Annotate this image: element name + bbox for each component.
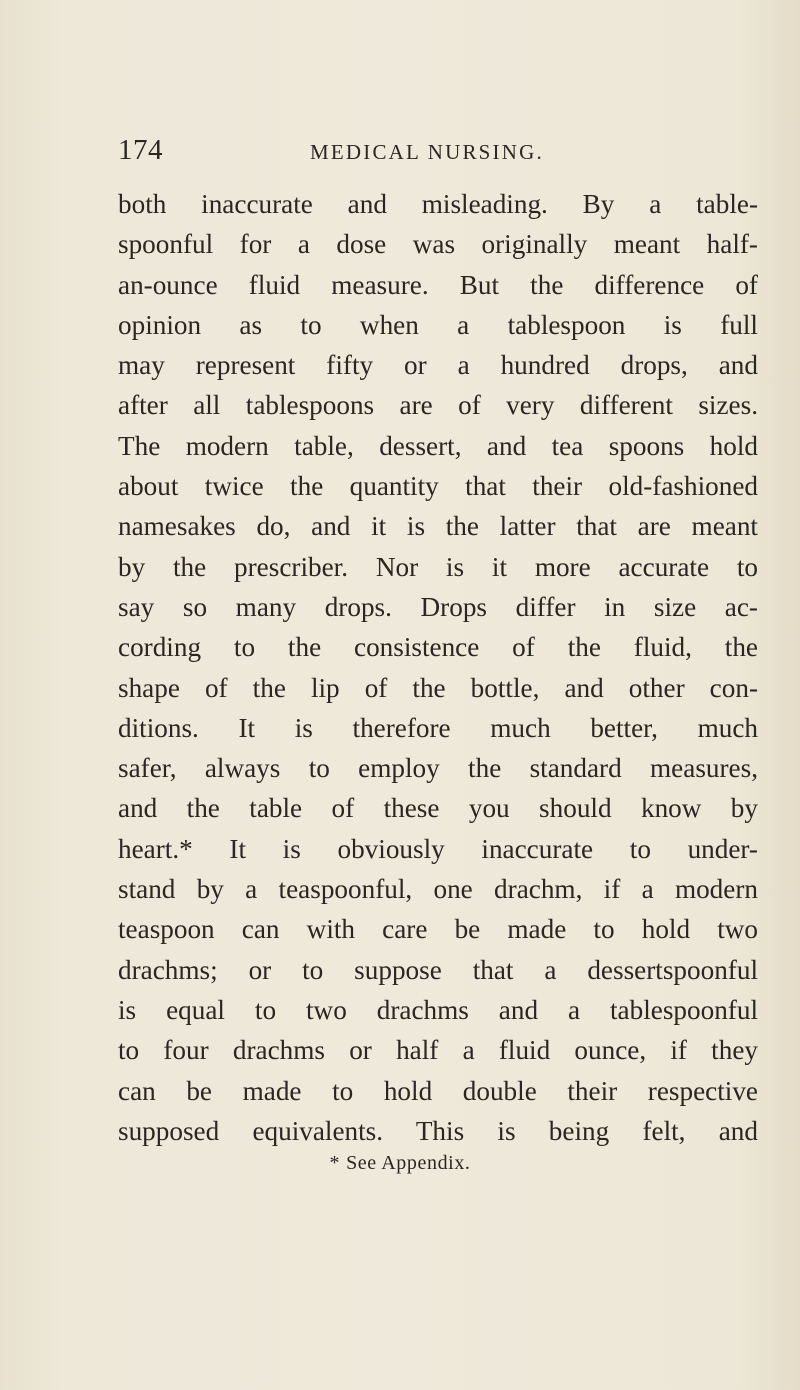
footnote-text: See Appendix. <box>346 1152 471 1174</box>
text-line: The modern table, dessert, and tea spoons hold <box>118 430 758 461</box>
text-line: heart.* It is obviously inaccurate to under- <box>118 833 758 864</box>
text-line: about twice the quantity that their old-fashioned <box>118 471 758 502</box>
text-line: may represent fifty or a hundred drops, and <box>118 350 758 381</box>
footnote <box>0 1152 800 1175</box>
text-line: say so many drops. Drops differ in size ac- <box>118 591 758 622</box>
text-line: opinion as to when a tablespoon is full <box>118 309 758 340</box>
text-line: shape of the lip of the bottle, and other con- <box>118 672 758 703</box>
text-line: ditions. It is therefore much better, much <box>118 712 758 743</box>
text-line: spoonful for a dose was originally meant half- <box>118 229 758 260</box>
text-line: to four drachms or half a fluid ounce, if they <box>118 1035 758 1066</box>
text-line: supposed equivalents. This is being felt, and <box>118 1115 758 1146</box>
text-line: stand by a teaspoonful, one drachm, if a modern <box>118 874 758 905</box>
running-head: MEDICAL NURSING. <box>310 140 544 164</box>
text-line: and the table of these you should know by <box>118 793 758 824</box>
text-line: after all tablespoons are of very different sizes. <box>118 390 758 421</box>
text-line: an-ounce fluid measure. But the difference of <box>118 269 758 300</box>
text-line: teaspoon can with care be made to hold two <box>118 914 758 945</box>
text-line: cording to the consistence of the fluid, the <box>118 632 758 663</box>
page-number: 174 <box>118 134 163 166</box>
body-text <box>118 184 758 1151</box>
text-line: namesakes do, and it is the latter that are meant <box>118 511 758 542</box>
text-line: drachms; or to suppose that a dessertspoonful <box>118 954 758 985</box>
text-line: can be made to hold double their respective <box>118 1075 758 1106</box>
text-line: safer, always to employ the standard measures, <box>118 753 758 784</box>
page-header <box>118 134 678 174</box>
text-line: both inaccurate and misleading. By a table- <box>118 189 758 219</box>
text-line: by the prescriber. Nor is it more accurate to <box>118 551 758 582</box>
footnote-mark: * <box>329 1152 341 1174</box>
text-line: is equal to two drachms and a tablespoonful <box>118 994 758 1025</box>
